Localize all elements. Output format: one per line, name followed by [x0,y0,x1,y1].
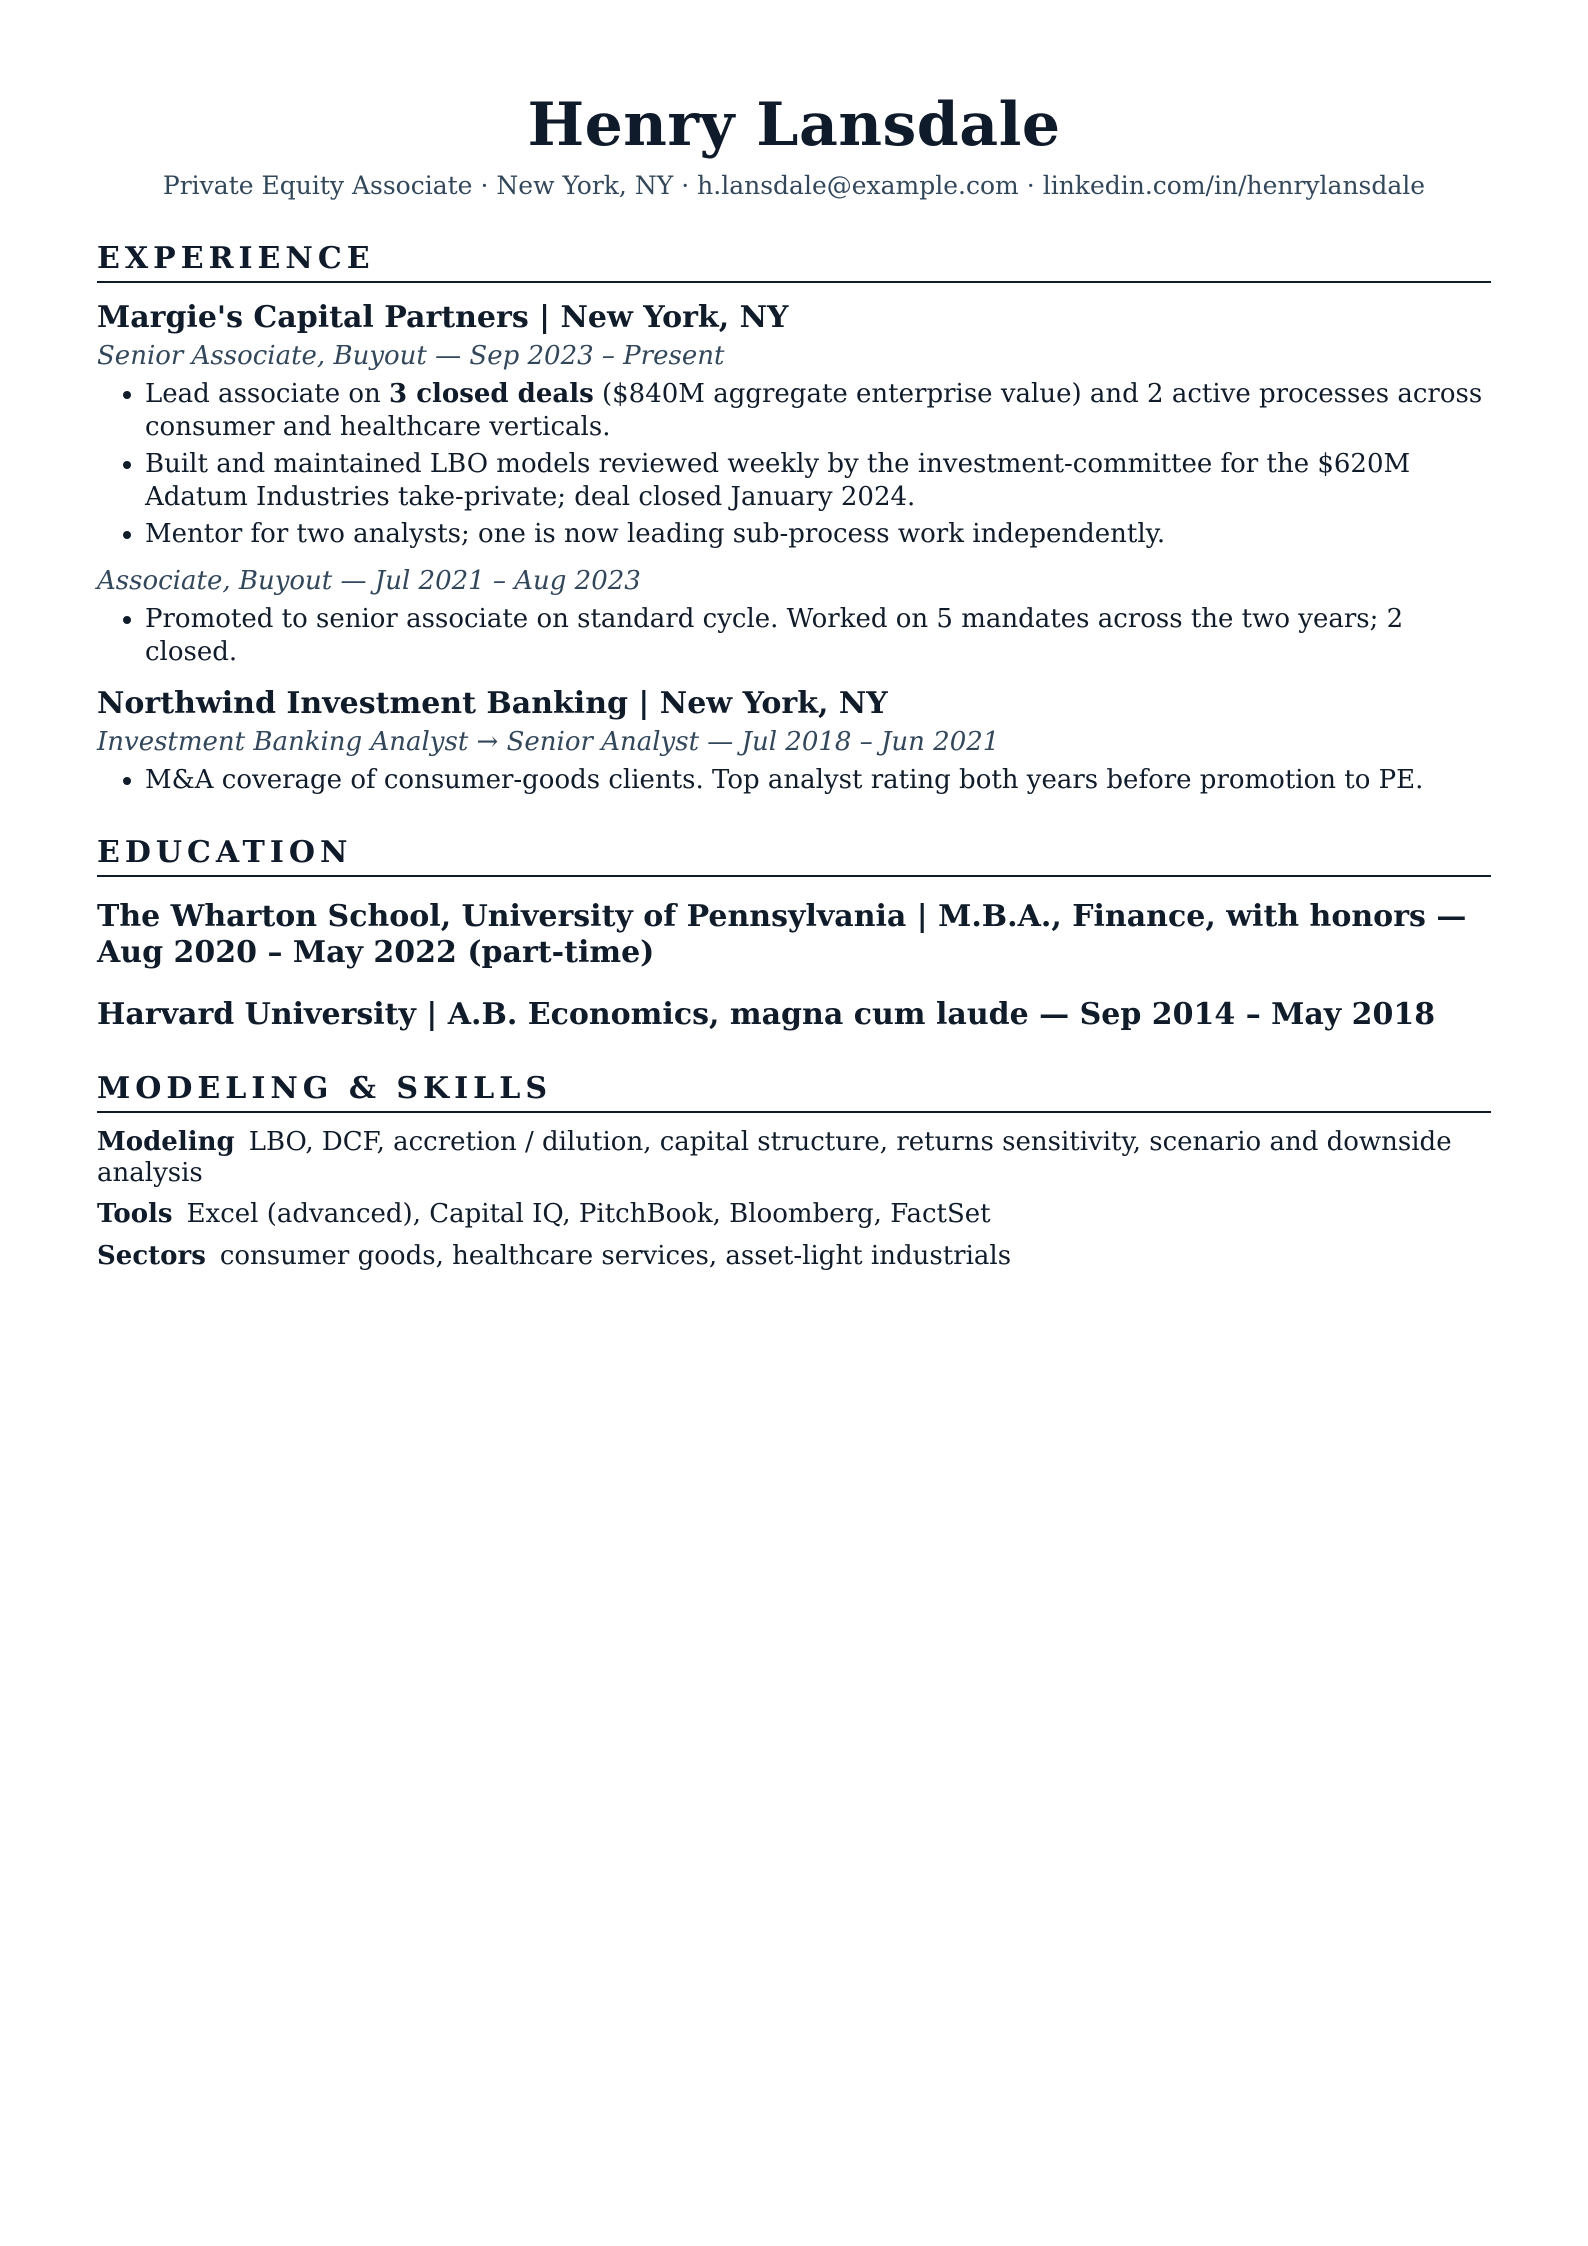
role-title: Senior Associate, Buyout — Sep 2023 – Present [97,341,725,371]
contact-line [97,170,1491,203]
skill-row [97,1241,1491,1272]
bullet-item [145,603,1491,669]
bullet-text: Built and maintained LBO models reviewed weekly by the investment-committee for the $620M Adatum Industries take-private; deal closed January 2024. [145,448,1411,512]
skill-row [97,1127,1491,1189]
bullet-list [97,603,1491,669]
education-entry: The Wharton School, University of Pennsylvania | M.B.A., Finance, with honors — Aug 2020 – May 2022 (part-time) [97,899,1467,971]
experience-org [97,685,1491,797]
skills-section [97,1071,1491,1272]
contact-separator: · [1026,171,1035,200]
skill-label: Sectors [97,1240,206,1271]
experience-section [97,241,1491,798]
contact-linkedin: linkedin.com/in/henrylansdale [1042,171,1426,200]
skill-value: consumer goods, healthcare services, asset-light industrials [219,1240,1012,1271]
skill-value: Excel (advanced), Capital IQ, PitchBook, Bloomberg, FactSet [186,1199,991,1230]
experience-org [97,299,1491,669]
bullet-list [97,764,1491,797]
education-entry: Harvard University | A.B. Economics, magna cum laude — Sep 2014 – May 2018 [97,997,1436,1033]
skill-label: Modeling [97,1127,235,1158]
bullet-text: Lead associate on [145,378,390,409]
bullet-item [145,448,1491,514]
education-section [97,835,1491,1033]
role-title: Investment Banking Analyst → Senior Analyst — Jul 2018 – Jun 2021 [97,727,1000,758]
skill-row [97,1199,1491,1230]
contact-location: New York, NY [496,171,674,200]
role-title: Associate, Buyout — Jul 2021 – Aug 2023 [97,565,641,596]
section-title-experience: EXPERIENCE [97,241,1491,283]
contact-separator: · [681,171,690,200]
org-heading: Margie's Capital Partners | New York, NY [97,299,789,335]
bullet-list [97,378,1491,551]
resume-header [97,92,1491,203]
org-heading: Northwind Investment Banking | New York, NY [97,685,888,721]
bullet-text: ($840M aggregate enterprise value) and 2 active processes across consumer and healthcare verticals. [145,378,1483,442]
contact-title: Private Equity Associate [162,171,473,200]
bullet-item [145,378,1491,444]
section-title-education: EDUCATION [97,835,1491,877]
section-title-skills: MODELING & SKILLS [97,1071,1491,1113]
bullet-text: M&A coverage of consumer-goods clients. Top analyst rating both years before promotion to PE. [145,765,1424,795]
contact-separator: · [480,171,489,200]
bullet-text: Mentor for two analysts; one is now leading sub-process work independently. [145,518,1166,549]
skill-value: LBO, DCF, accretion / dilution, capital structure, returns sensitivity, scenario and downside analysis [97,1127,1452,1189]
bullet-highlight: 3 closed deals [389,378,594,409]
bullet-item [145,518,1491,551]
skill-label: Tools [97,1199,173,1230]
bullet-text: Promoted to senior associate on standard cycle. Worked on 5 mandates across the two years; 2 closed. [145,603,1404,667]
candidate-name: Henry Lansdale [527,90,1061,160]
contact-email: h.lansdale@example.com [697,171,1019,200]
bullet-item [145,764,1491,797]
